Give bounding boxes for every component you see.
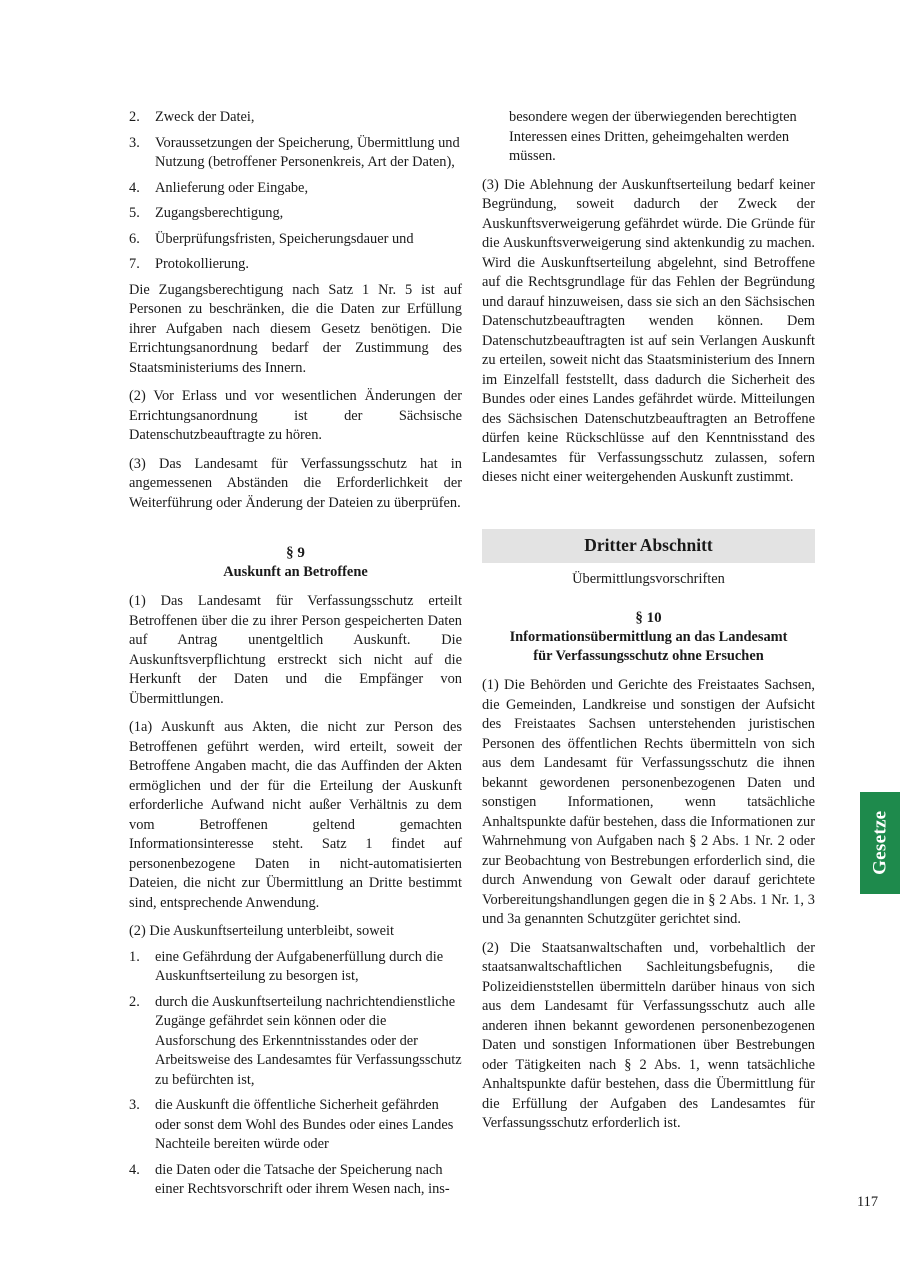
errichtungsanordnung-list bbox=[129, 108, 462, 275]
page-number: 117 bbox=[857, 1194, 879, 1210]
paragraph-zugangsberechtigung: Die Zugangsberechtigung nach Satz 1 Nr. 5 ist auf Personen zu beschränken, die die Daten zur Erfüllung ihrer Aufgaben nach diesem Gesetz benötigen. Die Errichtungsanordnung bedarf der Zustimmung des Staatsministeriums des Innern. bbox=[129, 281, 462, 376]
side-tab-label: Gesetze bbox=[869, 810, 891, 876]
auskunft-exceptions-list bbox=[129, 948, 462, 1200]
right-column bbox=[482, 108, 815, 1143]
paragraph-9-1a: (1a) Auskunft aus Akten, die nicht zur Person des Betroffenen geführt werden, wird erteilt, soweit der Betroffene Angaben macht, die das Auffinden der Akten ermöglichen und der für die Erteilung der Auskunft erforderliche Aufwand nicht außer Verhältnis zu dem vom Betroffenen geltend gemachten Informationsinteresse steht. Satz 1 findet auf personenbezogene Daten in nicht-automatisierten Dateien, die nicht zur Übermittlung an Dritte bestimmt sind, entsprechende Anwendung. bbox=[129, 719, 462, 911]
list-item: 4. die Daten oder die Tatsache der Speicherung nach einer Rechtsvorschrift oder ihrem Wesen nach, ins- bbox=[129, 1161, 450, 1197]
section-10-number: § 10 bbox=[635, 610, 662, 626]
paragraph-10-1: (1) Die Behörden und Gerichte des Freistaates Sachsen, die Gemeinden, Landkreise und sonstigen der Aufsicht des Freistaates Sachsen unterstehenden juristischen Personen des öffentlichen Rechts übermitteln von sich aus dem Landesamt für Verfassungsschutz die ihnen bekannt gewordenen personenbezogenen Daten und sonstigen Informationen, wenn tatsächliche Anhaltspunkte dafür bestehen, dass die Informationen zur Wahrnehmung von Aufgaben nach § 2 Abs. 1 Nr. 2 oder zur Beobachtung von Bestrebungen erforderlich sind, die durch Anwendung von Gewalt oder darauf gerichtete Vorbereitungshandlungen gegen die in § 2 Abs. 1 Nr. 1, 3 und 3a genannten Schutzgüter gerichtet sind. bbox=[482, 677, 815, 927]
abschnitt-header bbox=[482, 529, 815, 563]
side-tab-gesetze bbox=[860, 792, 900, 894]
paragraph-9-2-intro: (2) Die Auskunftserteilung unterbleibt, soweit bbox=[129, 923, 394, 939]
abschnitt-title: Dritter Abschnitt bbox=[584, 534, 713, 555]
section-9-title: Auskunft an Betroffene bbox=[223, 564, 368, 580]
paragraph-9-3: (3) Die Ablehnung der Auskunftserteilung bedarf keiner Begründung, soweit dadurch der Zweck der Auskunftsverweigerung gefährdet würde. Die Gründe für die Auskunftsverweigerung sind aktenkundig zu machen. Wird die Auskunftserteilung abgelehnt, sind Betroffene auf die Rechtsgrundlage für das Fehlen der Begründung und darauf hinzuweisen, dass sie sich an den Sächsischen Datenschutzbeauftragten wenden können. Dem Datenschutzbeauftragten ist auf sein Verlangen Auskunft zu erteilen, soweit nicht das Staatsministerium des Innern im Einzelfall feststellt, dass dadurch die Sicherheit des Bundes oder eines Landes gefährdet würde. Mitteilungen des Sächsischen Datenschutzbeauftragten an Betroffene dürfen keine Rückschlüsse auf den Kenntnisstand des Landesamtes für Verfassungsschutz zulassen, sofern dieses nicht einer weitergehenden Auskunft zustimmt. bbox=[482, 176, 815, 485]
paragraph-10-2: (2) Die Staatsanwaltschaften und, vorbehaltlich der staatsanwaltschaftlichen Sachleitungsbefugnis, die Polizeidienststellen übermitteln darüber hinaus von sich aus dem Landesamt für Verfassungsschutz auch alle anderen ihnen bekannt gewordenen personenbezogenen Daten und sonstigen Informationen über Bestrebungen oder Tätigkeiten nach § 2 Abs. 1, wenn tatsächliche Anhaltspunkte dafür bestehen, dass die Übermittlung für die Erfüllung der Aufgaben des Landesamtes für Verfassungsschutz erforderlich ist. bbox=[482, 939, 815, 1131]
abschnitt-subtitle: Übermittlungsvorschriften bbox=[572, 570, 725, 587]
section-10-title-line2: für Verfassungsschutz ohne Ersuchen bbox=[533, 648, 764, 664]
paragraph-8-2: (2) Vor Erlass und vor wesentlichen Änderungen der Errichtungsanordnung ist der Sächsische Datenschutzbeauftragte zu hören. bbox=[129, 388, 462, 443]
list-item: 1. eine Gefährdung der Aufgabenerfüllung durch die Auskunftserteilung zu besorgen ist, bbox=[129, 948, 444, 984]
section-9-number: § 9 bbox=[286, 545, 305, 561]
section-10-title-line1: Informationsübermittlung an das Landesamt bbox=[509, 629, 788, 645]
list-item: 6. Überprüfungsfristen, Speicherungsdauer und bbox=[129, 230, 414, 247]
left-column bbox=[129, 108, 462, 1206]
paragraph-continuation: besondere wegen der überwiegenden berechtigten Interessen eines Dritten, geheimgehalten werden müssen. bbox=[509, 109, 797, 164]
list-item: 3. Voraussetzungen der Speicherung, Übermittlung und Nutzung (betroffener Personenkreis, Art der Daten), bbox=[129, 134, 460, 170]
paragraph-8-3: (3) Das Landesamt für Verfassungsschutz hat in angemessenen Abständen die Erforderlichkeit der Weiterführung oder Änderung der Dateien zu überprüfen. bbox=[129, 455, 462, 511]
paragraph-9-1: (1) Das Landesamt für Verfassungsschutz erteilt Betroffenen über die zu ihrer Person gespeicherten Daten auf Antrag unentgeltlich Auskunft. Die Auskunftsverpflichtung erstreckt sich nicht auf die Herkunft der Daten und die Empfänger von Übermittlungen. bbox=[129, 593, 462, 707]
list-item: 5. Zugangsberechtigung, bbox=[129, 205, 284, 221]
list-item: 2. durch die Auskunftserteilung nachrichtendienstliche Zugänge gefährdet sein können oder die Ausforschung des Erkenntnisstandes oder der Arbeitsweise des Landesamtes für Verfassungsschutz zu befürchten ist, bbox=[129, 993, 462, 1088]
list-item: 7. Protokollierung. bbox=[129, 256, 249, 272]
list-item: 3. die Auskunft die öffentliche Sicherheit gefährden oder sonst dem Wohl des Bundes oder eines Landes Nachteile bereiten würde oder bbox=[129, 1097, 454, 1152]
list-item: 4. Anlieferung oder Eingabe, bbox=[129, 179, 309, 196]
list-item: 2. Zweck der Datei, bbox=[129, 109, 255, 125]
